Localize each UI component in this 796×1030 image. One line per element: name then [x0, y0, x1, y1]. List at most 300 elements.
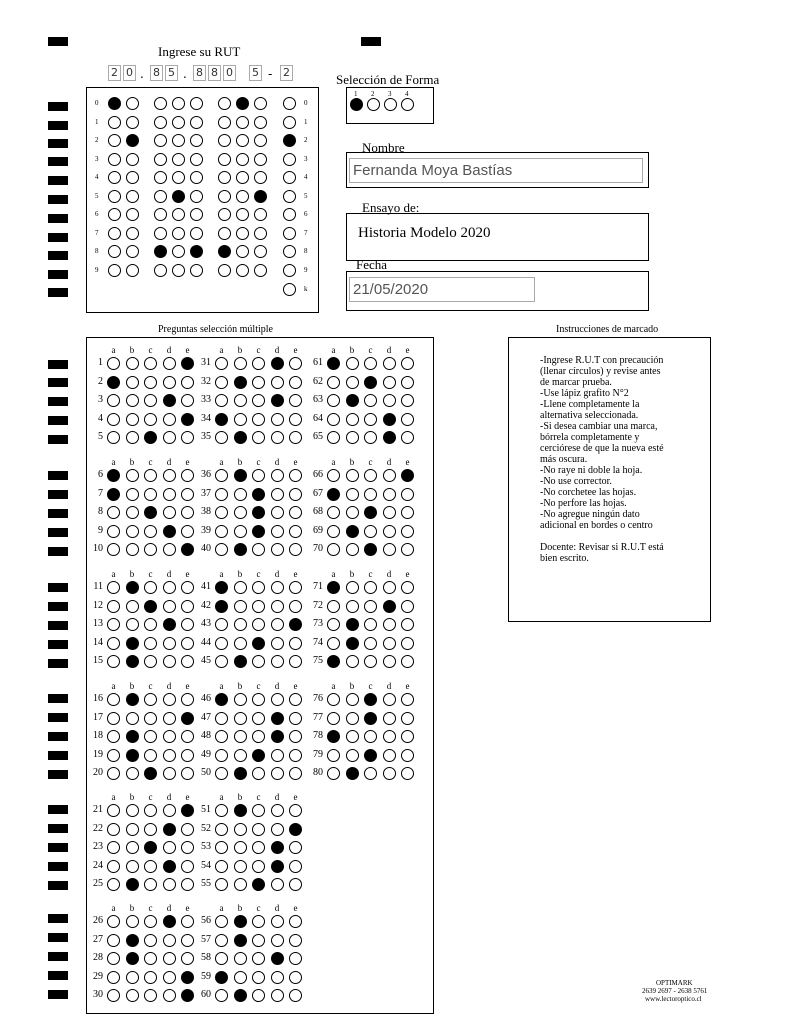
answer-bubble[interactable]: [383, 376, 396, 389]
answer-bubble[interactable]: [327, 581, 340, 594]
forma-bubble[interactable]: [384, 98, 397, 111]
rut-bubble[interactable]: [190, 153, 203, 166]
answer-bubble[interactable]: [215, 525, 228, 538]
answer-bubble[interactable]: [346, 618, 359, 631]
answer-bubble[interactable]: [346, 506, 359, 519]
answer-bubble[interactable]: [215, 693, 228, 706]
answer-bubble[interactable]: [271, 600, 284, 613]
answer-bubble[interactable]: [289, 488, 302, 501]
rut-digit-box[interactable]: 8: [193, 65, 206, 81]
answer-bubble[interactable]: [215, 600, 228, 613]
rut-bubble[interactable]: [108, 153, 121, 166]
answer-bubble[interactable]: [126, 989, 139, 1002]
answer-bubble[interactable]: [126, 712, 139, 725]
answer-bubble[interactable]: [327, 357, 340, 370]
answer-bubble[interactable]: [271, 952, 284, 965]
rut-bubble[interactable]: [236, 97, 249, 110]
answer-bubble[interactable]: [401, 357, 414, 370]
answer-bubble[interactable]: [364, 749, 377, 762]
rut-bubble[interactable]: [190, 227, 203, 240]
rut-bubble[interactable]: [108, 134, 121, 147]
answer-bubble[interactable]: [126, 749, 139, 762]
answer-bubble[interactable]: [163, 600, 176, 613]
answer-bubble[interactable]: [271, 878, 284, 891]
rut-bubble[interactable]: [218, 227, 231, 240]
answer-bubble[interactable]: [346, 543, 359, 556]
answer-bubble[interactable]: [289, 525, 302, 538]
answer-bubble[interactable]: [107, 860, 120, 873]
answer-bubble[interactable]: [327, 413, 340, 426]
rut-bubble[interactable]: [126, 208, 139, 221]
answer-bubble[interactable]: [215, 971, 228, 984]
answer-bubble[interactable]: [144, 488, 157, 501]
forma-bubble[interactable]: [401, 98, 414, 111]
answer-bubble[interactable]: [289, 823, 302, 836]
rut-bubble[interactable]: [108, 190, 121, 203]
rut-bubble[interactable]: [236, 208, 249, 221]
answer-bubble[interactable]: [252, 712, 265, 725]
answer-bubble[interactable]: [234, 934, 247, 947]
answer-bubble[interactable]: [289, 749, 302, 762]
rut-bubble[interactable]: [190, 97, 203, 110]
answer-bubble[interactable]: [234, 469, 247, 482]
answer-bubble[interactable]: [289, 637, 302, 650]
rut-bubble[interactable]: [172, 190, 185, 203]
rut-bubble[interactable]: [108, 208, 121, 221]
rut-bubble[interactable]: [218, 190, 231, 203]
rut-bubble[interactable]: [236, 190, 249, 203]
answer-bubble[interactable]: [252, 357, 265, 370]
answer-bubble[interactable]: [234, 431, 247, 444]
answer-bubble[interactable]: [346, 600, 359, 613]
answer-bubble[interactable]: [271, 712, 284, 725]
answer-bubble[interactable]: [144, 712, 157, 725]
answer-bubble[interactable]: [401, 637, 414, 650]
answer-bubble[interactable]: [234, 767, 247, 780]
answer-bubble[interactable]: [383, 730, 396, 743]
answer-bubble[interactable]: [271, 860, 284, 873]
answer-bubble[interactable]: [126, 655, 139, 668]
answer-bubble[interactable]: [234, 525, 247, 538]
answer-bubble[interactable]: [107, 823, 120, 836]
answer-bubble[interactable]: [144, 823, 157, 836]
answer-bubble[interactable]: [215, 469, 228, 482]
answer-bubble[interactable]: [401, 376, 414, 389]
answer-bubble[interactable]: [163, 655, 176, 668]
answer-bubble[interactable]: [346, 431, 359, 444]
fecha-field[interactable]: 21/05/2020: [349, 277, 535, 302]
answer-bubble[interactable]: [107, 637, 120, 650]
answer-bubble[interactable]: [271, 525, 284, 538]
forma-bubble[interactable]: [350, 98, 363, 111]
answer-bubble[interactable]: [346, 693, 359, 706]
answer-bubble[interactable]: [126, 878, 139, 891]
answer-bubble[interactable]: [234, 971, 247, 984]
answer-bubble[interactable]: [289, 693, 302, 706]
answer-bubble[interactable]: [215, 581, 228, 594]
answer-bubble[interactable]: [383, 581, 396, 594]
rut-bubble[interactable]: [172, 97, 185, 110]
answer-bubble[interactable]: [144, 804, 157, 817]
rut-digit-box[interactable]: 8: [208, 65, 221, 81]
rut-bubble[interactable]: [236, 264, 249, 277]
answer-bubble[interactable]: [163, 525, 176, 538]
answer-bubble[interactable]: [107, 693, 120, 706]
rut-bubble[interactable]: [283, 190, 296, 203]
answer-bubble[interactable]: [107, 971, 120, 984]
rut-bubble[interactable]: [154, 153, 167, 166]
answer-bubble[interactable]: [126, 469, 139, 482]
answer-bubble[interactable]: [163, 488, 176, 501]
answer-bubble[interactable]: [401, 581, 414, 594]
answer-bubble[interactable]: [163, 860, 176, 873]
answer-bubble[interactable]: [107, 600, 120, 613]
answer-bubble[interactable]: [327, 712, 340, 725]
nombre-field[interactable]: Fernanda Moya Bastías: [349, 158, 643, 183]
answer-bubble[interactable]: [215, 749, 228, 762]
answer-bubble[interactable]: [126, 543, 139, 556]
rut-bubble[interactable]: [254, 97, 267, 110]
answer-bubble[interactable]: [126, 525, 139, 538]
rut-bubble[interactable]: [218, 134, 231, 147]
rut-bubble[interactable]: [172, 227, 185, 240]
answer-bubble[interactable]: [383, 655, 396, 668]
rut-bubble[interactable]: [236, 245, 249, 258]
answer-bubble[interactable]: [163, 637, 176, 650]
answer-bubble[interactable]: [271, 749, 284, 762]
rut-bubble[interactable]: [154, 208, 167, 221]
answer-bubble[interactable]: [163, 581, 176, 594]
answer-bubble[interactable]: [234, 543, 247, 556]
answer-bubble[interactable]: [383, 600, 396, 613]
answer-bubble[interactable]: [126, 693, 139, 706]
rut-bubble[interactable]: [154, 97, 167, 110]
rut-bubble[interactable]: [218, 171, 231, 184]
answer-bubble[interactable]: [163, 767, 176, 780]
answer-bubble[interactable]: [364, 712, 377, 725]
answer-bubble[interactable]: [234, 823, 247, 836]
answer-bubble[interactable]: [289, 376, 302, 389]
rut-digit-box[interactable]: 2: [108, 65, 121, 81]
answer-bubble[interactable]: [271, 376, 284, 389]
rut-bubble[interactable]: [283, 208, 296, 221]
answer-bubble[interactable]: [271, 413, 284, 426]
answer-bubble[interactable]: [163, 841, 176, 854]
rut-digit-box[interactable]: 8: [150, 65, 163, 81]
answer-bubble[interactable]: [107, 357, 120, 370]
answer-bubble[interactable]: [364, 376, 377, 389]
answer-bubble[interactable]: [252, 488, 265, 501]
answer-bubble[interactable]: [252, 804, 265, 817]
answer-bubble[interactable]: [126, 823, 139, 836]
answer-bubble[interactable]: [144, 525, 157, 538]
rut-bubble[interactable]: [172, 245, 185, 258]
rut-bubble[interactable]: [254, 264, 267, 277]
answer-bubble[interactable]: [383, 357, 396, 370]
answer-bubble[interactable]: [234, 413, 247, 426]
answer-bubble[interactable]: [364, 693, 377, 706]
rut-bubble[interactable]: [172, 134, 185, 147]
answer-bubble[interactable]: [163, 469, 176, 482]
answer-bubble[interactable]: [364, 413, 377, 426]
answer-bubble[interactable]: [346, 767, 359, 780]
answer-bubble[interactable]: [289, 600, 302, 613]
answer-bubble[interactable]: [107, 376, 120, 389]
rut-bubble[interactable]: [154, 245, 167, 258]
rut-bubble[interactable]: [283, 171, 296, 184]
answer-bubble[interactable]: [289, 469, 302, 482]
answer-bubble[interactable]: [346, 581, 359, 594]
answer-bubble[interactable]: [234, 693, 247, 706]
answer-bubble[interactable]: [163, 413, 176, 426]
answer-bubble[interactable]: [234, 730, 247, 743]
answer-bubble[interactable]: [252, 469, 265, 482]
answer-bubble[interactable]: [234, 712, 247, 725]
answer-bubble[interactable]: [289, 915, 302, 928]
answer-bubble[interactable]: [163, 543, 176, 556]
answer-bubble[interactable]: [234, 506, 247, 519]
answer-bubble[interactable]: [289, 971, 302, 984]
answer-bubble[interactable]: [163, 618, 176, 631]
answer-bubble[interactable]: [364, 600, 377, 613]
answer-bubble[interactable]: [271, 767, 284, 780]
answer-bubble[interactable]: [215, 823, 228, 836]
answer-bubble[interactable]: [271, 581, 284, 594]
answer-bubble[interactable]: [126, 860, 139, 873]
rut-bubble[interactable]: [154, 134, 167, 147]
answer-bubble[interactable]: [271, 637, 284, 650]
answer-bubble[interactable]: [401, 413, 414, 426]
answer-bubble[interactable]: [346, 712, 359, 725]
answer-bubble[interactable]: [144, 934, 157, 947]
answer-bubble[interactable]: [252, 525, 265, 538]
rut-bubble[interactable]: [190, 171, 203, 184]
answer-bubble[interactable]: [346, 469, 359, 482]
answer-bubble[interactable]: [346, 357, 359, 370]
answer-bubble[interactable]: [327, 600, 340, 613]
rut-bubble[interactable]: [236, 116, 249, 129]
answer-bubble[interactable]: [144, 860, 157, 873]
answer-bubble[interactable]: [215, 376, 228, 389]
rut-bubble[interactable]: [254, 116, 267, 129]
answer-bubble[interactable]: [289, 934, 302, 947]
answer-bubble[interactable]: [107, 749, 120, 762]
answer-bubble[interactable]: [271, 655, 284, 668]
answer-bubble[interactable]: [401, 712, 414, 725]
rut-bubble[interactable]: [236, 171, 249, 184]
answer-bubble[interactable]: [144, 581, 157, 594]
answer-bubble[interactable]: [401, 469, 414, 482]
answer-bubble[interactable]: [163, 693, 176, 706]
rut-bubble[interactable]: [190, 264, 203, 277]
rut-bubble[interactable]: [254, 153, 267, 166]
answer-bubble[interactable]: [163, 823, 176, 836]
rut-bubble[interactable]: [108, 116, 121, 129]
rut-digit-box[interactable]: 0: [123, 65, 136, 81]
rut-bubble[interactable]: [108, 97, 121, 110]
answer-bubble[interactable]: [144, 600, 157, 613]
answer-bubble[interactable]: [271, 841, 284, 854]
answer-bubble[interactable]: [126, 971, 139, 984]
answer-bubble[interactable]: [271, 543, 284, 556]
answer-bubble[interactable]: [383, 637, 396, 650]
rut-bubble[interactable]: [190, 190, 203, 203]
answer-bubble[interactable]: [107, 915, 120, 928]
answer-bubble[interactable]: [144, 469, 157, 482]
answer-bubble[interactable]: [383, 749, 396, 762]
answer-bubble[interactable]: [401, 488, 414, 501]
answer-bubble[interactable]: [234, 989, 247, 1002]
rut-bubble[interactable]: [154, 171, 167, 184]
answer-bubble[interactable]: [163, 878, 176, 891]
answer-bubble[interactable]: [364, 357, 377, 370]
answer-bubble[interactable]: [126, 841, 139, 854]
rut-digit-box[interactable]: 0: [223, 65, 236, 81]
answer-bubble[interactable]: [234, 357, 247, 370]
rut-bubble[interactable]: [218, 97, 231, 110]
answer-bubble[interactable]: [234, 749, 247, 762]
answer-bubble[interactable]: [107, 413, 120, 426]
answer-bubble[interactable]: [383, 394, 396, 407]
answer-bubble[interactable]: [144, 376, 157, 389]
rut-bubble[interactable]: [154, 227, 167, 240]
answer-bubble[interactable]: [234, 637, 247, 650]
answer-bubble[interactable]: [383, 543, 396, 556]
answer-bubble[interactable]: [346, 488, 359, 501]
answer-bubble[interactable]: [327, 693, 340, 706]
answer-bubble[interactable]: [107, 581, 120, 594]
answer-bubble[interactable]: [327, 637, 340, 650]
answer-bubble[interactable]: [234, 804, 247, 817]
answer-bubble[interactable]: [252, 581, 265, 594]
answer-bubble[interactable]: [327, 488, 340, 501]
rut-bubble[interactable]: [126, 153, 139, 166]
rut-bubble[interactable]: [172, 153, 185, 166]
answer-bubble[interactable]: [289, 581, 302, 594]
rut-bubble[interactable]: [218, 116, 231, 129]
answer-bubble[interactable]: [364, 488, 377, 501]
answer-bubble[interactable]: [252, 971, 265, 984]
answer-bubble[interactable]: [215, 934, 228, 947]
answer-bubble[interactable]: [126, 376, 139, 389]
answer-bubble[interactable]: [163, 730, 176, 743]
answer-bubble[interactable]: [163, 376, 176, 389]
answer-bubble[interactable]: [215, 804, 228, 817]
answer-bubble[interactable]: [163, 506, 176, 519]
answer-bubble[interactable]: [107, 712, 120, 725]
answer-bubble[interactable]: [346, 376, 359, 389]
rut-bubble[interactable]: [108, 245, 121, 258]
answer-bubble[interactable]: [126, 488, 139, 501]
answer-bubble[interactable]: [401, 749, 414, 762]
answer-bubble[interactable]: [252, 637, 265, 650]
answer-bubble[interactable]: [234, 655, 247, 668]
answer-bubble[interactable]: [215, 637, 228, 650]
answer-bubble[interactable]: [215, 915, 228, 928]
answer-bubble[interactable]: [346, 749, 359, 762]
rut-bubble[interactable]: [108, 264, 121, 277]
answer-bubble[interactable]: [271, 431, 284, 444]
rut-bubble[interactable]: [190, 134, 203, 147]
answer-bubble[interactable]: [163, 989, 176, 1002]
answer-bubble[interactable]: [144, 413, 157, 426]
answer-bubble[interactable]: [163, 915, 176, 928]
answer-bubble[interactable]: [234, 488, 247, 501]
answer-bubble[interactable]: [383, 431, 396, 444]
rut-bubble[interactable]: [254, 171, 267, 184]
answer-bubble[interactable]: [126, 413, 139, 426]
answer-bubble[interactable]: [271, 823, 284, 836]
answer-bubble[interactable]: [126, 506, 139, 519]
answer-bubble[interactable]: [346, 394, 359, 407]
answer-bubble[interactable]: [126, 767, 139, 780]
answer-bubble[interactable]: [271, 730, 284, 743]
answer-bubble[interactable]: [163, 357, 176, 370]
answer-bubble[interactable]: [234, 915, 247, 928]
answer-bubble[interactable]: [107, 525, 120, 538]
answer-bubble[interactable]: [234, 952, 247, 965]
answer-bubble[interactable]: [126, 934, 139, 947]
rut-bubble[interactable]: [172, 171, 185, 184]
rut-bubble[interactable]: [126, 245, 139, 258]
rut-bubble-k[interactable]: [283, 283, 296, 296]
answer-bubble[interactable]: [401, 693, 414, 706]
answer-bubble[interactable]: [126, 618, 139, 631]
answer-bubble[interactable]: [107, 469, 120, 482]
answer-bubble[interactable]: [126, 637, 139, 650]
answer-bubble[interactable]: [271, 618, 284, 631]
answer-bubble[interactable]: [163, 952, 176, 965]
answer-bubble[interactable]: [271, 357, 284, 370]
answer-bubble[interactable]: [289, 413, 302, 426]
rut-bubble[interactable]: [126, 227, 139, 240]
answer-bubble[interactable]: [346, 637, 359, 650]
rut-bubble[interactable]: [254, 134, 267, 147]
answer-bubble[interactable]: [327, 376, 340, 389]
answer-bubble[interactable]: [234, 600, 247, 613]
answer-bubble[interactable]: [364, 581, 377, 594]
rut-digit-box[interactable]: 5: [249, 65, 262, 81]
answer-bubble[interactable]: [383, 506, 396, 519]
rut-bubble[interactable]: [126, 171, 139, 184]
rut-bubble[interactable]: [190, 245, 203, 258]
rut-bubble[interactable]: [190, 116, 203, 129]
answer-bubble[interactable]: [126, 581, 139, 594]
answer-bubble[interactable]: [271, 915, 284, 928]
answer-bubble[interactable]: [215, 488, 228, 501]
answer-bubble[interactable]: [271, 469, 284, 482]
answer-bubble[interactable]: [126, 394, 139, 407]
answer-bubble[interactable]: [383, 525, 396, 538]
answer-bubble[interactable]: [252, 860, 265, 873]
rut-bubble[interactable]: [283, 227, 296, 240]
answer-bubble[interactable]: [126, 804, 139, 817]
rut-bubble[interactable]: [218, 264, 231, 277]
answer-bubble[interactable]: [234, 376, 247, 389]
answer-bubble[interactable]: [364, 469, 377, 482]
answer-bubble[interactable]: [215, 413, 228, 426]
rut-bubble[interactable]: [154, 116, 167, 129]
answer-bubble[interactable]: [234, 860, 247, 873]
forma-bubble[interactable]: [367, 98, 380, 111]
answer-bubble[interactable]: [234, 581, 247, 594]
rut-bubble[interactable]: [126, 134, 139, 147]
rut-digit-box[interactable]: 2: [280, 65, 293, 81]
answer-bubble[interactable]: [144, 693, 157, 706]
answer-bubble[interactable]: [234, 878, 247, 891]
answer-bubble[interactable]: [144, 749, 157, 762]
answer-bubble[interactable]: [271, 971, 284, 984]
